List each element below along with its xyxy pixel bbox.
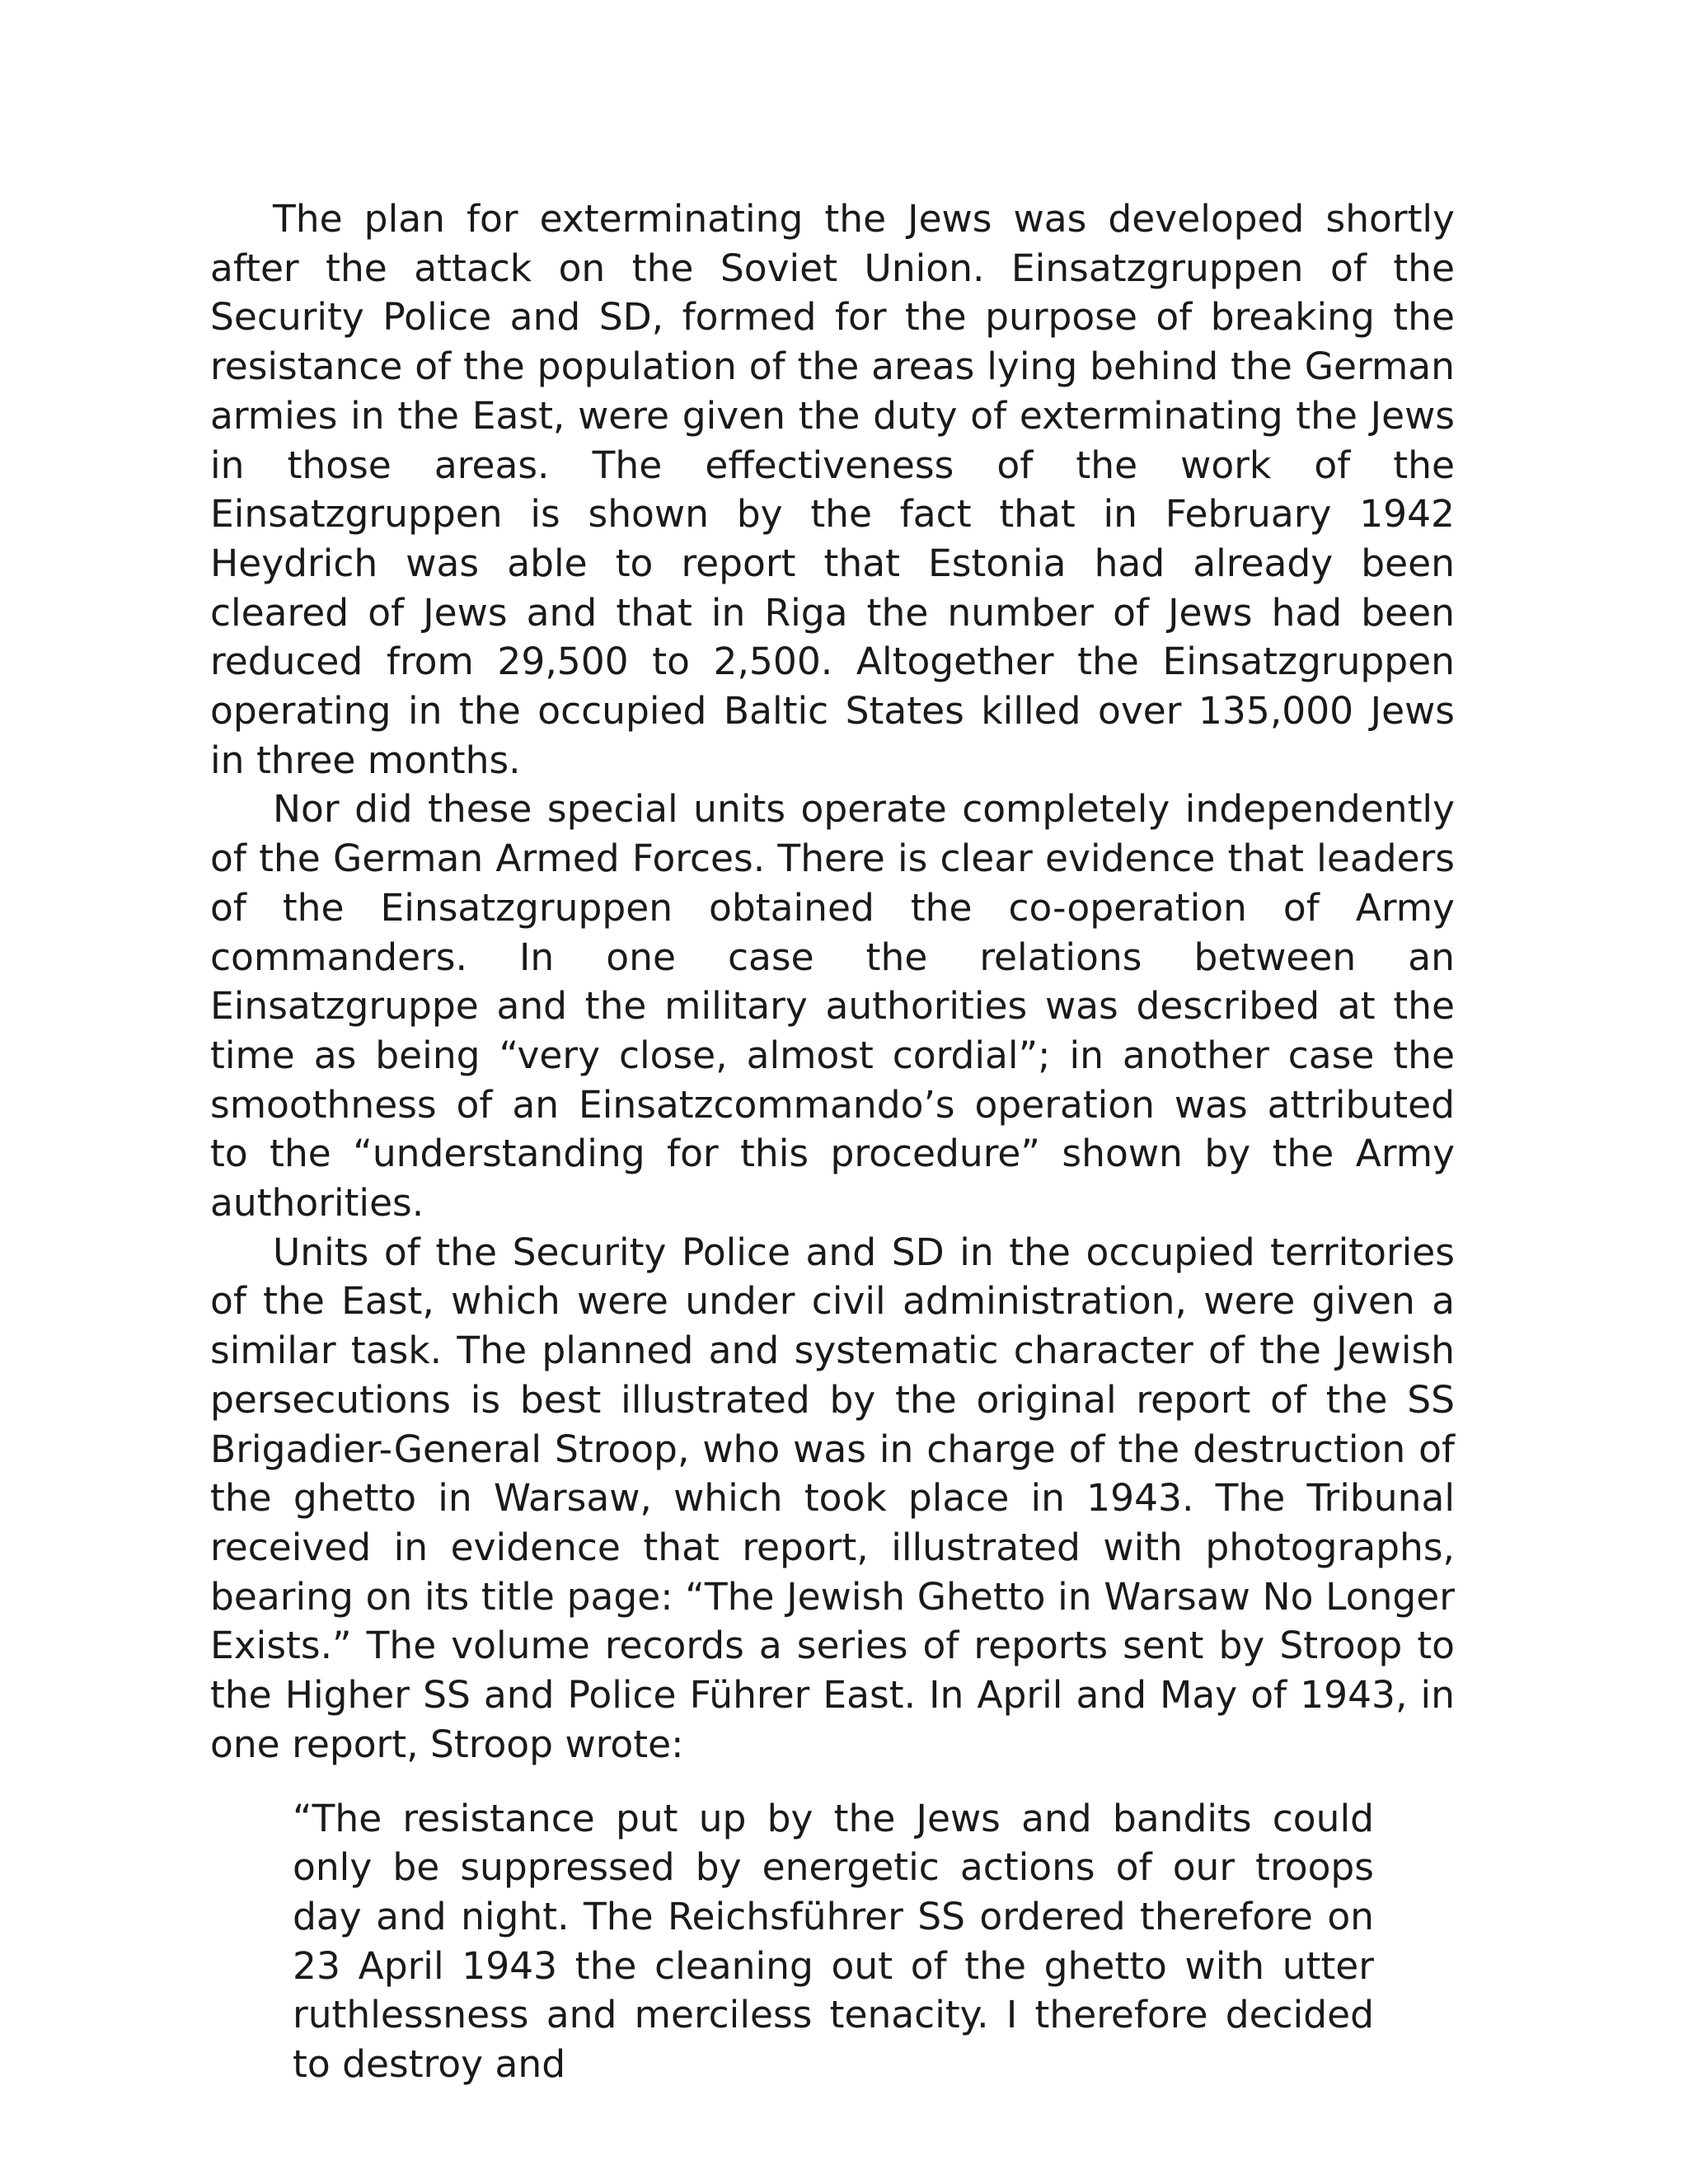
body-text	[210, 194, 1455, 2089]
paragraph-einsatzgruppen-plan: The plan for exterminating the Jews was developed shortly after the attack on the Soviet Union. Einsatzgruppen of the Security Police and SD, formed for the purpose of breaking the resistance of the population of the areas lying behind the German armies in the East, were given the duty of exterminating the Jews in those areas. The effectiveness of the work of the Einsatzgruppen is shown by the fact that in February 1942 Heydrich was able to report that Estonia had already been cleared of Jews and that in Riga the number of Jews had been reduced from 29,500 to 2,500. Altogether the Einsatzgruppen operating in the occupied Baltic States killed over 135,000 Jews in three months.	[210, 197, 1455, 782]
paragraph-stroop-report: Units of the Security Police and SD in the occupied territories of the East, which were under civil administration, were given a similar task. The planned and systematic character of the Jewish persecutions is best illustrated by the original report of the SS Brigadier-General Stroop, who was in charge of the destruction of the ghetto in Warsaw, which took place in 1943. The Tribunal received in evidence that report, illustrated with photographs, bearing on its title page: “The Jewish Ghetto in Warsaw No Longer Exists.” The volume records a series of reports sent by Stroop to the Higher SS and Police Führer East. In April and May of 1943, in one report, Stroop wrote:	[210, 1230, 1455, 1766]
block-quote-stroop: “The resistance put up by the Jews and bandits could only be suppressed by energetic actions of our troops day and night. The Reichsführer SS ordered therefore on 23 April 1943 the cleaning out of the ghetto with utter ruthlessness and merciless tenacity. I therefore decided to destroy and	[293, 1796, 1374, 2087]
paragraph-armed-forces-cooperation: Nor did these special units operate completely independently of the German Armed Forces. There is clear evidence that leaders of the Einsatzgruppen obtained the co-operation of Army commanders. In one case the relations between an Einsatzgruppe and the military authorities was described at the time as being “very close, almost cordial”; in another case the smoothness of an Einsatzcommando’s operation was attributed to the “understanding for this procedure” shown by the Army authorities.	[210, 787, 1455, 1226]
